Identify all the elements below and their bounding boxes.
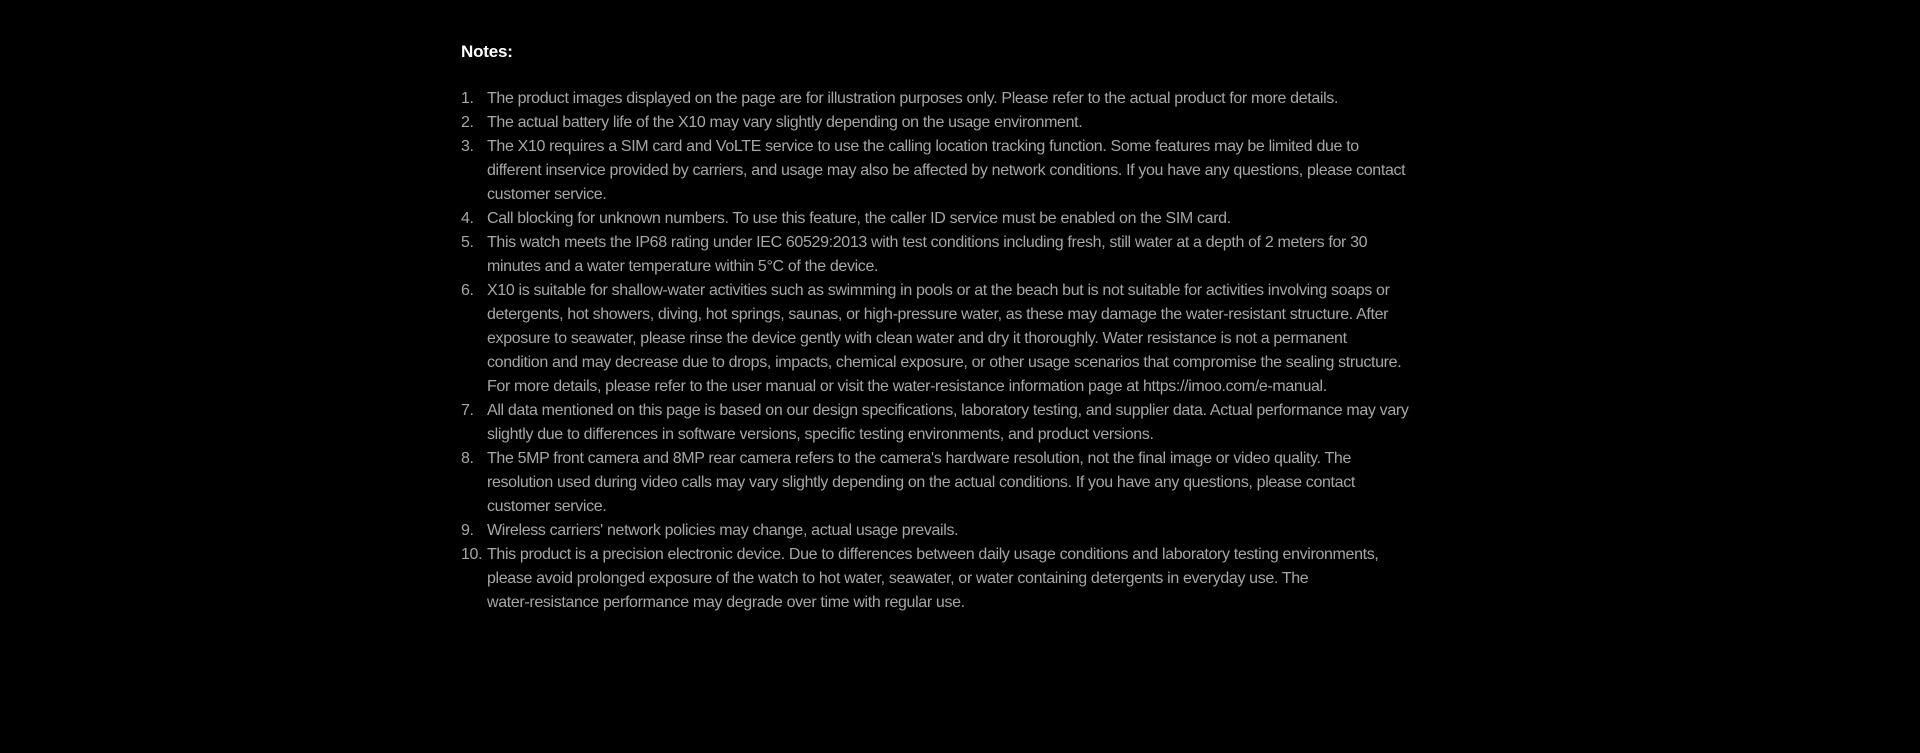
note-text: This product is a precision electronic device. Due to differences between daily usage conditions and laboratory testing environments, please avoid prolonged exposure of the watch to hot water, seawater, or water containing detergents in everyday use. The water-resistance performance may degrade over time with regular use.: [487, 546, 1379, 611]
note-text: Wireless carriers' network policies may change, actual usage prevails.: [487, 522, 959, 539]
note-item: [461, 399, 1461, 447]
note-text: Call blocking for unknown numbers. To use this feature, the caller ID service must be enabled on the SIM card.: [487, 210, 1231, 227]
notes-section: [461, 40, 1461, 615]
note-number: 4.: [461, 210, 474, 227]
note-item: [461, 135, 1461, 207]
note-number: 9.: [461, 522, 474, 539]
note-item: [461, 519, 1461, 543]
note-number: 5.: [461, 234, 474, 251]
note-item: [461, 111, 1461, 135]
note-item: [461, 279, 1461, 399]
note-item: [461, 87, 1461, 111]
note-text: All data mentioned on this page is based on our design specifications, laboratory testing, and supplier data. Actual performance may vary slightly due to differences in software versions, specific testing environments, and product versions.: [487, 402, 1409, 443]
note-number: 2.: [461, 114, 474, 131]
note-number: 6.: [461, 282, 474, 299]
note-text: The X10 requires a SIM card and VoLTE service to use the calling location tracking function. Some features may be limited due to different inservice provided by carriers, and usage may also be affected by network conditions. If you have any questions, please contact customer service.: [487, 138, 1406, 203]
note-number: 1.: [461, 90, 474, 107]
note-item: [461, 207, 1461, 231]
note-text: The actual battery life of the X10 may vary slightly depending on the usage environment.: [487, 114, 1083, 131]
note-number: 7.: [461, 402, 474, 419]
note-item: [461, 447, 1461, 519]
note-item: [461, 543, 1461, 615]
note-item: [461, 231, 1461, 279]
note-number: 10.: [461, 546, 483, 563]
note-text: The product images displayed on the page are for illustration purposes only. Please refer to the actual product for more details.: [487, 90, 1339, 107]
note-text: This watch meets the IP68 rating under IEC 60529:2013 with test conditions including fresh, still water at a depth of 2 meters for 30 minutes and a water temperature within 5°C of the device.: [487, 234, 1368, 275]
note-number: 8.: [461, 450, 474, 467]
notes-title: Notes:: [461, 42, 513, 61]
note-number: 3.: [461, 138, 474, 155]
note-text: X10 is suitable for shallow-water activities such as swimming in pools or at the beach but is not suitable for activities involving soaps or detergents, hot showers, diving, hot springs, saunas, or high-pressure water, as these may damage the water-resistant structure. After exposure to seawater, please rinse the device gently with clean water and dry it thoroughly. Water resistance is not a permanent condition and may decrease due to drops, impacts, chemical exposure, or other usage scenarios that compromise the sealing structure. For more details, please refer to the user manual or visit the water-resistance information page at https://imoo.com/e-manual.: [487, 282, 1402, 395]
notes-list: [461, 87, 1461, 615]
note-text: The 5MP front camera and 8MP rear camera refers to the camera's hardware resolution, not the final image or video quality. The resolution used during video calls may vary slightly depending on the actual conditions. If you have any questions, please contact customer service.: [487, 450, 1355, 515]
